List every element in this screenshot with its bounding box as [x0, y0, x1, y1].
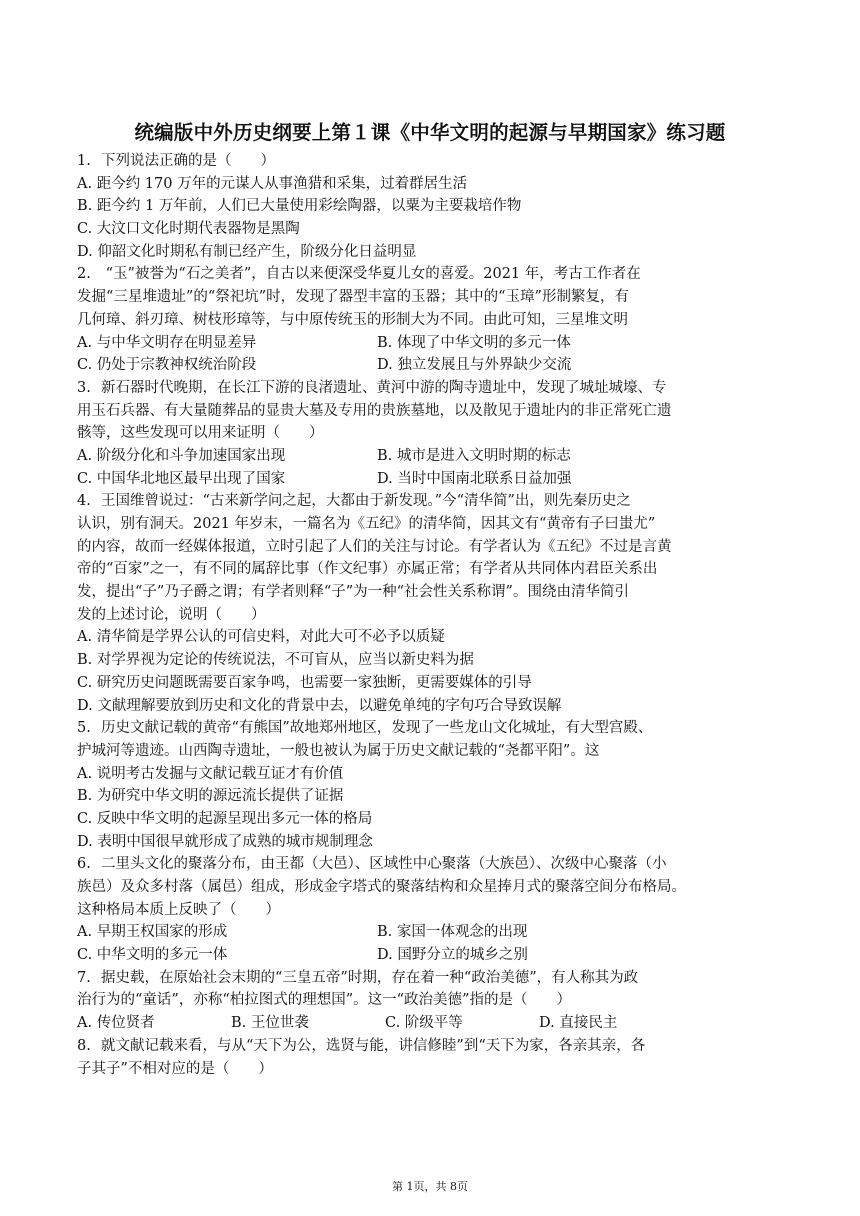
option-b: B. 王位世袭	[231, 1015, 309, 1032]
option-a: A. 与中华文明存在明显差异	[77, 334, 257, 351]
option-c: C. 阶级平等	[385, 1015, 463, 1032]
option-d: D. 仰韶文化时期私有制已经产生，阶级分化日益明显	[77, 243, 417, 260]
question-7	[77, 967, 785, 1035]
question-stem: 这种格局本质上反映了（ ）	[77, 901, 280, 918]
question-number: 2.	[77, 266, 91, 283]
option-a: A. 传位贤者	[77, 1015, 155, 1032]
option-a: A. 早期王权国家的形成	[77, 924, 228, 941]
question-stem: 发，提出“子”乃子爵之谓；有学者则释“子”为一种“社会性关系称谓”。围绕由清华简引	[77, 584, 629, 601]
question-stem: 用玉石兵器、有大量随葬品的显贵大墓及专用的贵族墓地，以及散见于遗址内的非正常死亡遗	[77, 402, 672, 419]
question-stem: 骸等，这些发现可以用来证明（ ）	[77, 425, 324, 442]
question-stem: 发的上述讨论，说明（ ）	[77, 606, 266, 623]
question-number: 7.	[77, 969, 91, 986]
question-stem: 王国维曾说过：“古来新学问之起，大都由于新发现。”今“清华简”出，则先秦历史之	[101, 493, 631, 510]
question-2	[77, 263, 785, 376]
option-b: B. 家国一体观念的出现	[377, 924, 528, 941]
option-d: D. 表明中国很早就形成了成熟的城市规制理念	[77, 833, 373, 850]
option-c: C. 研究历史问题既需要百家争鸣，也需要一家独断，更需要媒体的引导	[77, 674, 532, 691]
page-footer: 第 1页，共 8页	[392, 1180, 468, 1193]
option-a: A. 说明考古发掘与文献记载互证才有价值	[77, 765, 344, 782]
option-a: A. 阶级分化和斗争加速国家出现	[77, 447, 286, 464]
question-stem: 二里头文化的聚落分布，由王都（大邑）、区域性中心聚落（大族邑）、次级中心聚落（小	[101, 856, 667, 873]
question-stem: 下列说法正确的是（ ）	[101, 153, 275, 169]
option-c: C. 反映中华文明的起源呈现出多元一体的格局	[77, 810, 373, 827]
option-c: C. 仍处于宗教神权统治阶段	[77, 357, 257, 374]
question-number: 4.	[77, 493, 91, 510]
question-stem: 护城河等遗迹。山西陶寺遗址，一般也被认为属于历史文献记载的“尧都平阳”。这	[77, 742, 600, 759]
option-a: A. 清华简是学界公认的可信史料，对此大可不必予以质疑	[77, 629, 445, 646]
option-b: B. 距今约 1 万年前，人们已大量使用彩绘陶器，以粟为主要栽培作物	[77, 198, 522, 215]
question-4	[77, 490, 785, 717]
question-number: 3.	[77, 379, 91, 396]
question-stem: 帝的“百家”之一，有不同的属辞比事（作文纪事）亦属正常；有学者从共同体内君臣关系出	[77, 561, 658, 578]
option-d: D. 文献理解要放到历史和文化的背景中去，以避免单纯的字句巧合导致误解	[77, 697, 562, 714]
option-d: D. 国野分立的城乡之别	[377, 947, 528, 964]
option-d: D. 直接民主	[539, 1015, 618, 1032]
question-stem: 发掘“三星堆遗址”的“祭祀坑”时，发现了器型丰富的玉器；其中的“玉璋”形制繁复，有	[77, 289, 629, 306]
question-6	[77, 853, 785, 966]
question-stem: “玉”被誉为“石之美者”，自古以来便深受华夏儿女的喜爱。2021 年，考古工作者在	[101, 266, 641, 283]
option-a: A. 距今约 170 万年的元谋人从事渔猎和采集，过着群居生活	[77, 175, 468, 192]
option-b: B. 为研究中华文明的源远流长提供了证据	[77, 788, 344, 805]
question-1	[77, 150, 785, 263]
question-stem: 族邑）及众多村落（属邑）组成，形成金字塔式的聚落结构和众星捧月式的聚落空间分布格局。	[77, 879, 686, 895]
question-stem: 的内容，故而一经媒体报道，立时引起了人们的关注与讨论。有学者认为《五纪》不过是言黄	[77, 538, 672, 555]
question-stem: 认识，别有洞天。2021 年岁末，一篇名为《五纪》的清华简，因其文有“黄帝有子曰蚩尤”	[77, 516, 656, 532]
option-c: C. 中华文明的多元一体	[77, 947, 228, 964]
option-c: C. 大汶口文化时期代表器物是黑陶	[77, 221, 300, 238]
question-stem: 历史文献记载的黄帝“有熊国”故地郑州地区，发现了一些龙山文化城址，有大型宫殿、	[101, 720, 653, 737]
question-stem: 几何璋、斜刃璋、树枝形璋等，与中原传统玉的形制大为不同。由此可知，三星堆文明	[77, 311, 628, 328]
question-list	[77, 150, 785, 1080]
question-number: 5.	[77, 720, 91, 737]
option-d: D. 当时中国南北联系日益加强	[377, 470, 572, 487]
question-number: 1.	[77, 153, 91, 169]
option-b: B. 体现了中华文明的多元一体	[377, 334, 571, 351]
option-b: B. 对学界视为定论的传统说法，不可盲从，应当以新史料为据	[77, 652, 474, 669]
option-c: C. 中国华北地区最早出现了国家	[77, 470, 286, 487]
option-d: D. 独立发展且与外界缺少交流	[377, 357, 572, 374]
question-stem: 治行为的“童话”，亦称“柏拉图式的理想国”。这一“政治美德”指的是（ ）	[77, 992, 571, 1009]
question-stem: 据史载，在原始社会末期的“三皇五帝”时期，存在着一种“政治美德”，有人称其为政	[101, 969, 639, 986]
question-3	[77, 377, 785, 490]
question-stem: 子其子”不相对应的是（ ）	[77, 1060, 273, 1077]
option-b: B. 城市是进入文明时期的标志	[377, 447, 571, 464]
question-number: 8.	[77, 1037, 91, 1054]
question-stem: 新石器时代晚期，在长江下游的良渚遗址、黄河中游的陶寺遗址中，发现了城址城壕、专	[101, 379, 667, 396]
question-number: 6.	[77, 856, 91, 873]
question-5	[77, 717, 785, 853]
question-8	[77, 1035, 785, 1080]
question-stem: 就文献记载来看，与从“天下为公，选贤与能，讲信修睦”到“天下为家，各亲其亲，各	[101, 1037, 646, 1054]
page-title: 统编版中外历史纲要上第１课《中华文明的起源与早期国家》练习题	[134, 121, 726, 144]
